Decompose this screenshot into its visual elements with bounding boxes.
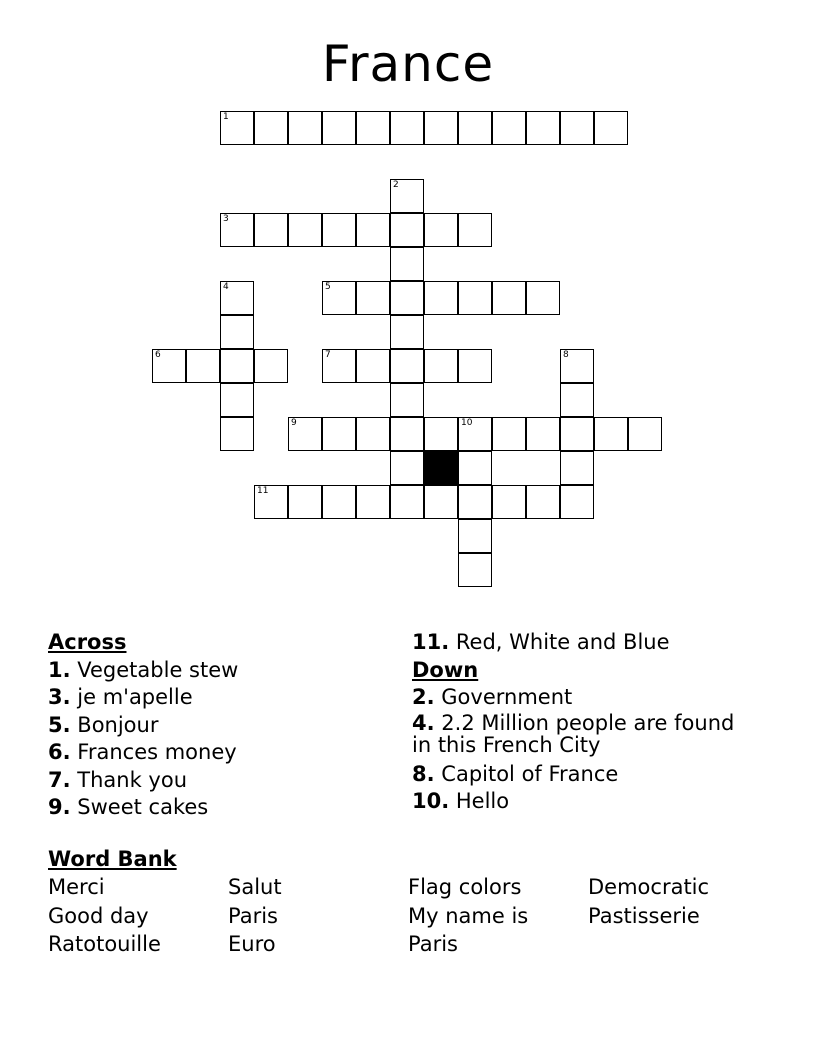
grid-cell[interactable] (322, 349, 356, 383)
grid-cell[interactable] (424, 417, 458, 451)
grid-cell[interactable] (254, 349, 288, 383)
grid-cell[interactable] (424, 349, 458, 383)
grid-cell[interactable] (322, 485, 356, 519)
grid-cell[interactable] (424, 111, 458, 145)
grid-cell[interactable] (390, 213, 424, 247)
across-clues (48, 629, 388, 822)
word-bank-item: Ratotouille (48, 932, 161, 956)
grid-cell[interactable] (458, 213, 492, 247)
grid-cell[interactable] (560, 417, 594, 451)
clue-down-4: 4. 2.2 Million people are found in this French City (412, 710, 735, 757)
grid-cell[interactable] (424, 213, 458, 247)
black-cell (424, 451, 458, 485)
clue-number: 7 (325, 350, 331, 360)
grid-cell[interactable] (356, 349, 390, 383)
grid-cell[interactable] (390, 179, 424, 213)
grid-cell[interactable] (458, 281, 492, 315)
grid-cell[interactable] (254, 213, 288, 247)
across-heading: Across (48, 630, 127, 654)
grid-cell[interactable] (390, 281, 424, 315)
grid-cell[interactable] (186, 349, 220, 383)
clue-number: 4 (223, 282, 229, 292)
grid-cell[interactable] (254, 485, 288, 519)
grid-cell[interactable] (356, 213, 390, 247)
word-bank-item: Merci (48, 875, 105, 899)
grid-cell[interactable] (492, 417, 526, 451)
grid-cell[interactable] (458, 553, 492, 587)
grid-cell[interactable] (220, 315, 254, 349)
grid-cell[interactable] (424, 281, 458, 315)
grid-cell[interactable] (458, 451, 492, 485)
clue-across-6: 6. Frances money (48, 740, 237, 764)
clue-down-10: 10. Hello (412, 789, 510, 813)
grid-cell[interactable] (390, 247, 424, 281)
grid-cell[interactable] (322, 281, 356, 315)
grid-cell[interactable] (288, 417, 322, 451)
clue-across-11: 11. Red, White and Blue (412, 630, 670, 654)
clue-number: 8 (563, 350, 569, 360)
grid-cell[interactable] (390, 485, 424, 519)
grid-cell[interactable] (390, 417, 424, 451)
clue-across-1: 1. Vegetable stew (48, 657, 239, 682)
clue-number: 11 (257, 486, 269, 496)
grid-cell[interactable] (356, 417, 390, 451)
grid-cell[interactable] (458, 349, 492, 383)
word-bank-item: Salut (228, 875, 282, 899)
grid-cell[interactable] (356, 485, 390, 519)
grid-cell[interactable] (220, 281, 254, 315)
grid-cell[interactable] (492, 485, 526, 519)
grid-cell[interactable] (492, 281, 526, 315)
clue-number: 10 (461, 418, 473, 428)
word-bank-item: Euro (228, 932, 276, 956)
grid-cell[interactable] (322, 213, 356, 247)
grid-cell[interactable] (220, 213, 254, 247)
grid-cell[interactable] (220, 111, 254, 145)
grid-cell[interactable] (594, 417, 628, 451)
grid-cell[interactable] (390, 315, 424, 349)
grid-cell[interactable] (152, 349, 186, 383)
grid-cell[interactable] (424, 485, 458, 519)
clue-number: 2 (393, 180, 399, 190)
grid-cell[interactable] (526, 111, 560, 145)
grid-cell[interactable] (560, 383, 594, 417)
clue-down-8: 8. Capitol of France (412, 761, 619, 786)
grid-cell[interactable] (356, 111, 390, 145)
clue-across-5: 5. Bonjour (48, 712, 159, 737)
grid-cell[interactable] (560, 111, 594, 145)
clue-across-7: 7. Thank you (48, 767, 188, 792)
grid-cell[interactable] (526, 281, 560, 315)
word-bank-item: Flag colors (408, 875, 522, 899)
grid-cell[interactable] (458, 417, 492, 451)
word-bank-item: Good day (48, 904, 149, 928)
grid-cell[interactable] (220, 417, 254, 451)
grid-cell[interactable] (220, 349, 254, 383)
grid-cell[interactable] (356, 281, 390, 315)
grid-cell[interactable] (594, 111, 628, 145)
grid-cell[interactable] (390, 349, 424, 383)
puzzle-title: France (321, 35, 495, 93)
grid-cell[interactable] (288, 111, 322, 145)
clue-number: 3 (223, 214, 229, 224)
grid-cell[interactable] (288, 485, 322, 519)
word-bank-heading: Word Bank (48, 847, 177, 871)
grid-cell[interactable] (560, 349, 594, 383)
grid-cell[interactable] (390, 451, 424, 485)
clue-across-3: 3. je m'apelle (48, 685, 193, 709)
grid-cell[interactable] (560, 451, 594, 485)
clue-number: 9 (291, 418, 297, 428)
grid-cell[interactable] (254, 111, 288, 145)
down-clues (412, 629, 752, 816)
grid-cell[interactable] (458, 111, 492, 145)
word-bank-item: Pastisserie (588, 904, 700, 928)
word-bank-item: Paris (228, 904, 278, 928)
clue-number: 5 (325, 282, 331, 292)
grid-cell[interactable] (390, 111, 424, 145)
grid-cell[interactable] (390, 383, 424, 417)
grid-cell[interactable] (220, 383, 254, 417)
word-bank-item: My name is (408, 904, 529, 928)
grid-cell[interactable] (288, 213, 322, 247)
word-bank-item: Paris (408, 932, 458, 956)
clue-number: 6 (155, 350, 161, 360)
grid-cell[interactable] (492, 111, 526, 145)
grid-cell[interactable] (322, 417, 356, 451)
word-bank-item: Democratic (588, 875, 710, 899)
grid-cell[interactable] (526, 417, 560, 451)
down-heading: Down (412, 657, 479, 682)
clue-down-2: 2. Government (412, 685, 573, 709)
grid-cell[interactable] (458, 485, 492, 519)
clue-number: 1 (223, 112, 229, 122)
grid-cell[interactable] (560, 485, 594, 519)
clue-across-9: 9. Sweet cakes (48, 795, 209, 819)
grid-cell[interactable] (458, 519, 492, 553)
grid-cell[interactable] (526, 485, 560, 519)
grid-cell[interactable] (322, 111, 356, 145)
grid-cell[interactable] (628, 417, 662, 451)
